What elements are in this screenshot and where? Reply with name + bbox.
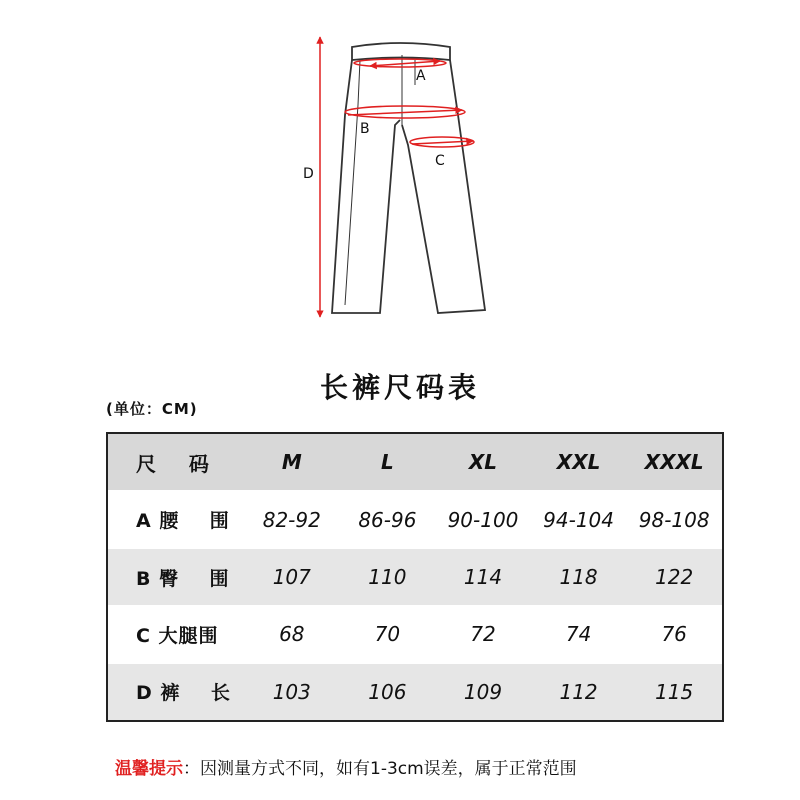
waistband-outline: [352, 43, 450, 60]
table-cell: 74: [565, 622, 592, 647]
table-cell: 115: [655, 679, 694, 704]
table-header-row: [108, 434, 722, 491]
table-cell: 94-104: [543, 507, 614, 532]
table-cell: 68: [279, 622, 305, 647]
table-cell: 109: [463, 679, 503, 704]
row-label: B 臀 围: [136, 567, 230, 590]
waist-measure-ellipse: [354, 59, 446, 67]
table-row: [108, 664, 722, 720]
row-label: C 大腿围: [136, 624, 219, 647]
right-leg-outline: [402, 60, 485, 313]
page-title: 长裤尺码表: [319, 371, 480, 404]
size-table: [106, 432, 724, 722]
label-d: D: [303, 166, 314, 182]
table-cell: 122: [655, 565, 694, 590]
pants-measurement-diagram: [290, 25, 510, 325]
tip-note: [115, 754, 577, 779]
table-cell: 106: [368, 679, 407, 704]
left-leg-outline: [332, 60, 400, 313]
size-header: XXXL: [644, 450, 704, 475]
row-label: A 腰 围: [136, 510, 230, 533]
table-row: [108, 606, 722, 663]
table-cell: 72: [470, 622, 496, 647]
size-header: XXL: [556, 450, 601, 475]
label-c: C: [435, 153, 445, 169]
table-cell: 86-96: [358, 507, 417, 532]
hip-measure-arrow: [348, 110, 462, 115]
table-cell: 70: [374, 622, 401, 647]
unit-label: (单位：CM): [106, 400, 198, 418]
table-cell: 110: [368, 565, 407, 590]
table-cell: 114: [463, 565, 503, 590]
table-cell: 90-100: [447, 507, 519, 532]
waist-measure-arrow: [370, 61, 440, 66]
size-header: M: [281, 450, 302, 475]
tip-label: 温馨提示: [115, 759, 183, 779]
table-cell: 107: [272, 565, 311, 590]
table-cell: 82-92: [262, 507, 321, 532]
table-row: [108, 549, 722, 606]
table-row: [108, 491, 722, 548]
table-cell: 98-108: [638, 507, 710, 532]
tip-text: ：因测量方式不同，如有1-3cm误差，属于正常范围: [183, 759, 577, 779]
thigh-measure-arrow: [412, 141, 473, 144]
table-cell: 112: [559, 679, 598, 704]
size-header: XL: [468, 450, 498, 475]
size-header: L: [381, 450, 394, 475]
label-a: A: [416, 68, 426, 84]
table-cell: 76: [661, 622, 687, 647]
table-cell: 118: [559, 565, 598, 590]
table-cell: 103: [272, 679, 311, 704]
row-label: D 裤 长: [136, 682, 231, 705]
header-label: 尺 码: [136, 451, 210, 476]
label-b: B: [360, 121, 370, 137]
